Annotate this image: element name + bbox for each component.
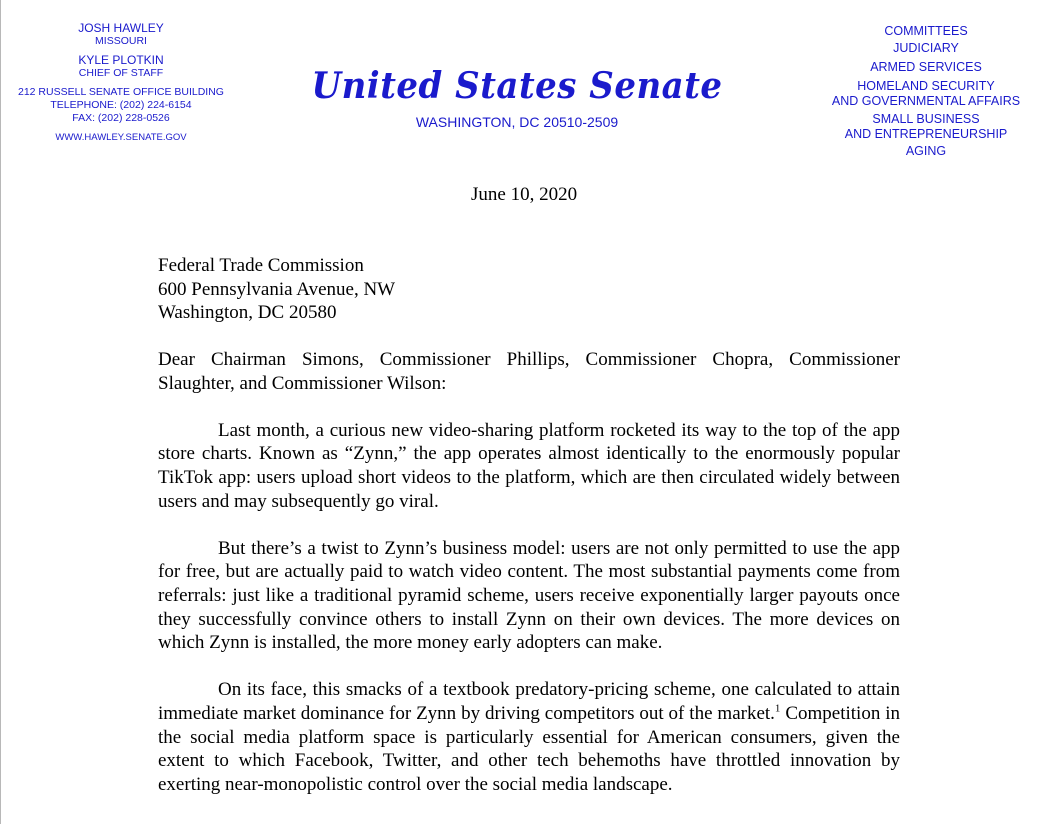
committee-item: HOMELAND SECURITY	[857, 79, 995, 93]
senator-state: MISSOURI	[95, 35, 147, 47]
committees-heading: COMMITTEES	[884, 24, 968, 38]
recipient-line: 600 Pennsylvania Avenue, NW	[158, 278, 396, 300]
footnote-marker: 1	[774, 702, 781, 715]
paragraph-text: On its face, this smacks of a textbook predatory-pricing scheme, one calculated to attain immediate market dominance for Zynn by driving competitors out of the market.	[158, 679, 900, 724]
paragraph-text: Competition in the social media platform space is particularly essential for American consumers, given the extent to which Facebook, Twitter, and other tech behemoths have throttled innovation by exerting near-monopolistic control over the social media landscape.	[158, 702, 901, 795]
paragraph: Last month, a curious new video-sharing platform rocketed its way to the top of the app store charts. Known as “Zynn,” the app operates almost identically to the enormously popular TikTok app: users upload short videos to the platform, which are then circulated widely between users and may subsequently go viral.	[158, 419, 900, 512]
committee-item: AND GOVERNMENTAL AFFAIRS	[831, 94, 1021, 108]
committee-item: SMALL BUSINESS	[872, 112, 980, 126]
fax: FAX: (202) 228-0526	[72, 112, 170, 124]
senate-city: WASHINGTON, DC 20510-2509	[415, 114, 619, 130]
committees-block	[813, 22, 1039, 159]
senator-name: JOSH HAWLEY	[78, 21, 164, 35]
paragraph: But there’s a twist to Zynn’s business model: users are not only permitted to use the app for free, but are actually paid to watch video content. The most substantial payments come from referrals: just like a traditional pyramid scheme, users receive exponentially larger payouts once they successfully convince others to install Zynn on their own devices. The more devices on which Zynn is installed, the more money early adopters can make.	[158, 537, 900, 654]
website-link[interactable]: WWW.HAWLEY.SENATE.GOV	[55, 132, 187, 143]
senator-info-block	[1, 22, 241, 144]
committee-item: AND ENTREPRENEURSHIP	[844, 127, 1008, 141]
telephone: TELEPHONE: (202) 224-6154	[50, 99, 192, 111]
chief-of-staff-name: KYLE PLOTKIN	[78, 53, 164, 67]
recipient-line: Washington, DC 20580	[158, 302, 337, 324]
letter-date: June 10, 2020	[471, 184, 578, 205]
committee-item: AGING	[905, 144, 947, 158]
committee-item: ARMED SERVICES	[870, 60, 982, 74]
recipient-line: Federal Trade Commission	[158, 255, 364, 276]
recipient-address	[158, 254, 395, 325]
office-address: 212 RUSSELL SENATE OFFICE BUILDING	[18, 86, 224, 98]
salutation: Dear Chairman Simons, Commissioner Phillips, Commissioner Chopra, Commissioner Slaughter, and Commissioner Wilson:	[158, 349, 900, 394]
paragraph	[158, 678, 900, 796]
chief-of-staff-title: CHIEF OF STAFF	[78, 67, 164, 79]
letter-body	[158, 348, 900, 820]
senate-letterhead	[301, 64, 733, 130]
committee-item: JUDICIARY	[893, 41, 959, 55]
senate-title: United States Senate	[311, 64, 723, 108]
